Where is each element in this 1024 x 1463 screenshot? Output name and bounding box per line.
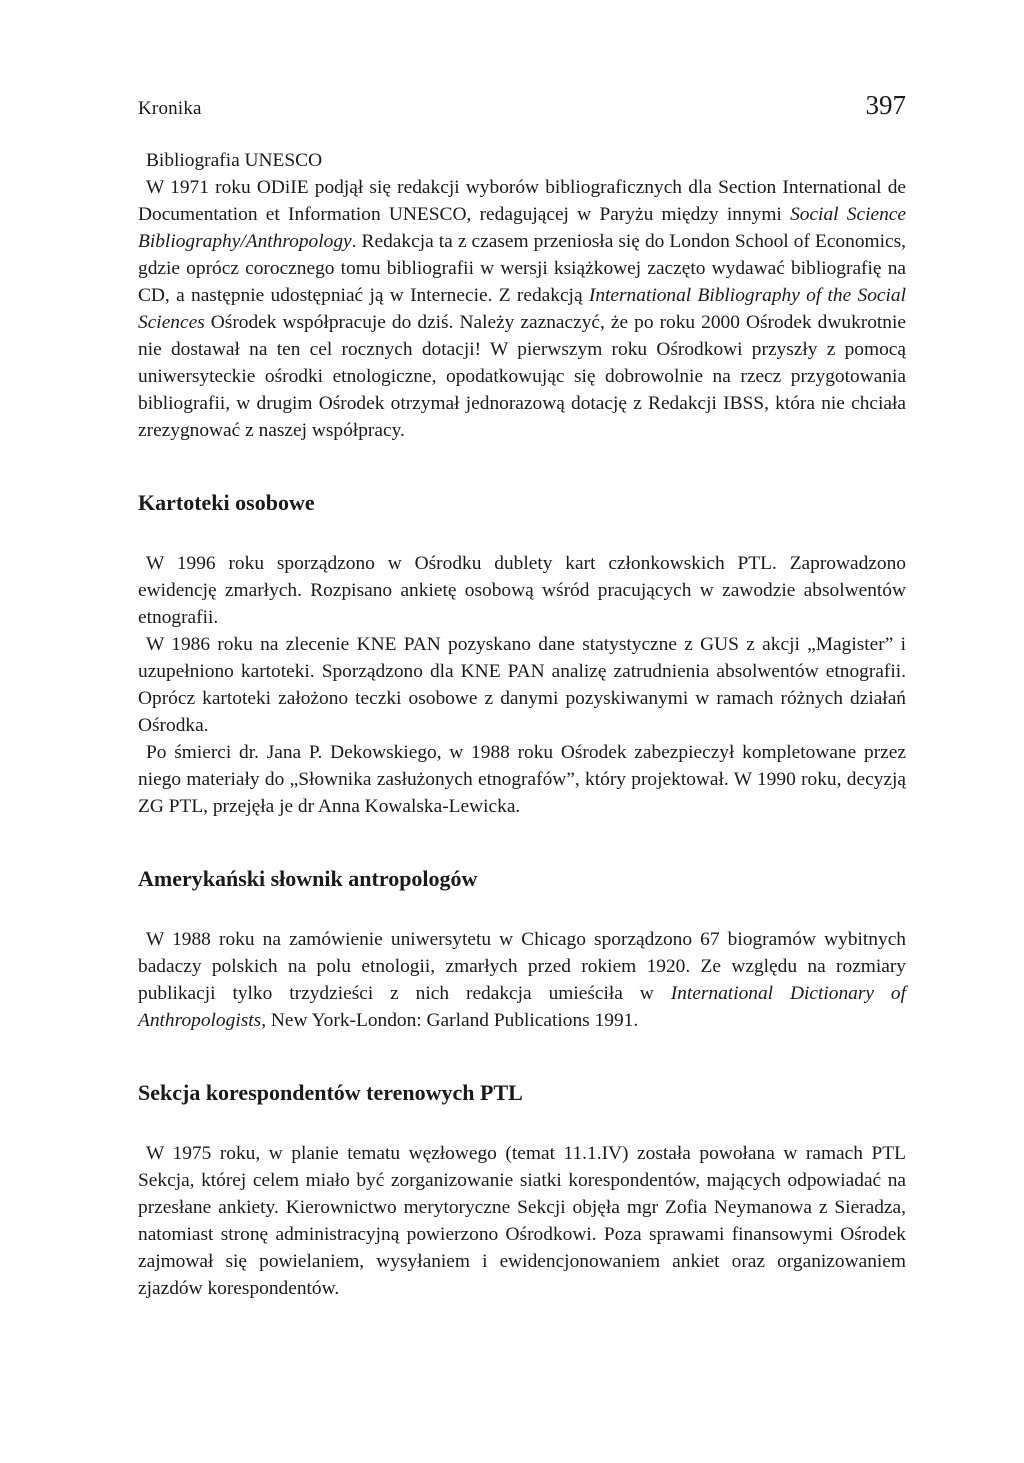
italic-title: International Bibliography of the Social Sciences bbox=[138, 285, 906, 333]
text-run: Ośrodek współpracuje do dziś. Należy zaznaczyć, że po roku 2000 Ośrodek dwukrotnie nie dostawał na ten cel rocznych dotacji! W pierwszym roku Ośrodkowi przyszły z pomocą uniwersyteckie ośrodki etnologiczne, opodatkowując się dobrowolnie na rzecz przygotowania bibliografii, w drugim Ośrodek otrzymał jednorazową dotację z Redakcji IBSS, która nie chciała zrezygnować z naszej współpracy. bbox=[138, 312, 906, 441]
paragraph-slownik bbox=[138, 926, 906, 1034]
paragraph-kartoteki-1: W 1996 roku sporządzono w Ośrodku dublety kart członkowskich PTL. Zaprowadzono ewidencję zmarłych. Rozpisano ankietę osobową wśród pracujących w zawodzie absolwentów etnografii. bbox=[138, 553, 906, 628]
paragraph-sekcja: W 1975 roku, w planie tematu węzłowego (temat 11.1.IV) została powołana w ramach PTL Sekcja, której celem miało być zorganizowanie siatki korespondentów, mających odpowiadać na przesłane ankiety. Kierownictwo merytoryczne Sekcji objęła mgr Zofia Neymanowa z Sieradza, natomiast stronę administracyjną powierzono Ośrodkowi. Poza sprawami finansowymi Ośrodek zajmował się powielaniem, wysyłaniem i ewidencjonowaniem ankiet oraz organizowaniem zjazdów korespondentów. bbox=[138, 1143, 906, 1299]
text-run: . Redakcja ta z czasem przeniosła się do London School of Economics, gdzie oprócz corocznego tomu bibliografii w wersji książkowej zaczęto wydawać bibliografię na CD, a następnie udostępniać ją w Internecie. Z redakcją bbox=[138, 231, 906, 306]
section-amerykanski-slownik bbox=[138, 864, 906, 1034]
section-sekcja-korespondentow bbox=[138, 1078, 906, 1302]
text-run: W 1988 roku na zamówienie uniwersytetu w Chicago sporządzono 67 biogramów wybitnych badaczy polskich na polu etnologii, zmarłych przed rokiem 1920. Ze względu na rozmiary publikacji tylko trzydzieści z nich redakcja umieściła w bbox=[138, 929, 906, 1004]
running-head-title: Kronika bbox=[138, 98, 202, 119]
subheading-bibliografia-unesco: Bibliografia UNESCO bbox=[146, 150, 323, 171]
page bbox=[138, 90, 906, 1302]
heading-sekcja-korespondentow: Sekcja korespondentów terenowych PTL bbox=[138, 1080, 523, 1105]
page-number: 397 bbox=[865, 90, 906, 120]
section-bibliografia-unesco bbox=[138, 147, 906, 444]
section-kartoteki-osobowe bbox=[138, 488, 906, 820]
text-run: W 1971 roku ODiIE podjął się redakcji wyborów bibliograficznych dla Section International de Documentation et Information UNESCO, redagującej w Paryżu między innymi bbox=[138, 177, 906, 225]
text-run: , New York-London: Garland Publications 1991. bbox=[261, 1010, 639, 1031]
paragraph-kartoteki-3: Po śmierci dr. Jana P. Dekowskiego, w 1988 roku Ośrodek zabezpieczył kompletowane przez niego materiały do „Słownika zasłużonych etnografów”, który projektował. W 1990 roku, decyzją ZG PTL, przejęła je dr Anna Kowalska-Lewicka. bbox=[138, 742, 906, 817]
paragraph-unesco bbox=[138, 174, 906, 444]
heading-amerykanski-slownik: Amerykański słownik antropologów bbox=[138, 866, 478, 891]
running-head bbox=[138, 90, 906, 121]
italic-title: International Dictionary of Anthropologists bbox=[138, 983, 906, 1031]
heading-kartoteki-osobowe: Kartoteki osobowe bbox=[138, 490, 315, 515]
italic-title: Social Science Bibliography/Anthropology bbox=[138, 204, 906, 252]
paragraph-kartoteki-2: W 1986 roku na zlecenie KNE PAN pozyskano dane statystyczne z GUS z akcji „Magister” i uzupełniono kartoteki. Sporządzono dla KNE PAN analizę zatrudnienia absolwentów etnografii. Oprócz kartoteki założono teczki osobowe z danymi pozyskiwanymi w ramach różnych działań Ośrodka. bbox=[138, 634, 906, 736]
